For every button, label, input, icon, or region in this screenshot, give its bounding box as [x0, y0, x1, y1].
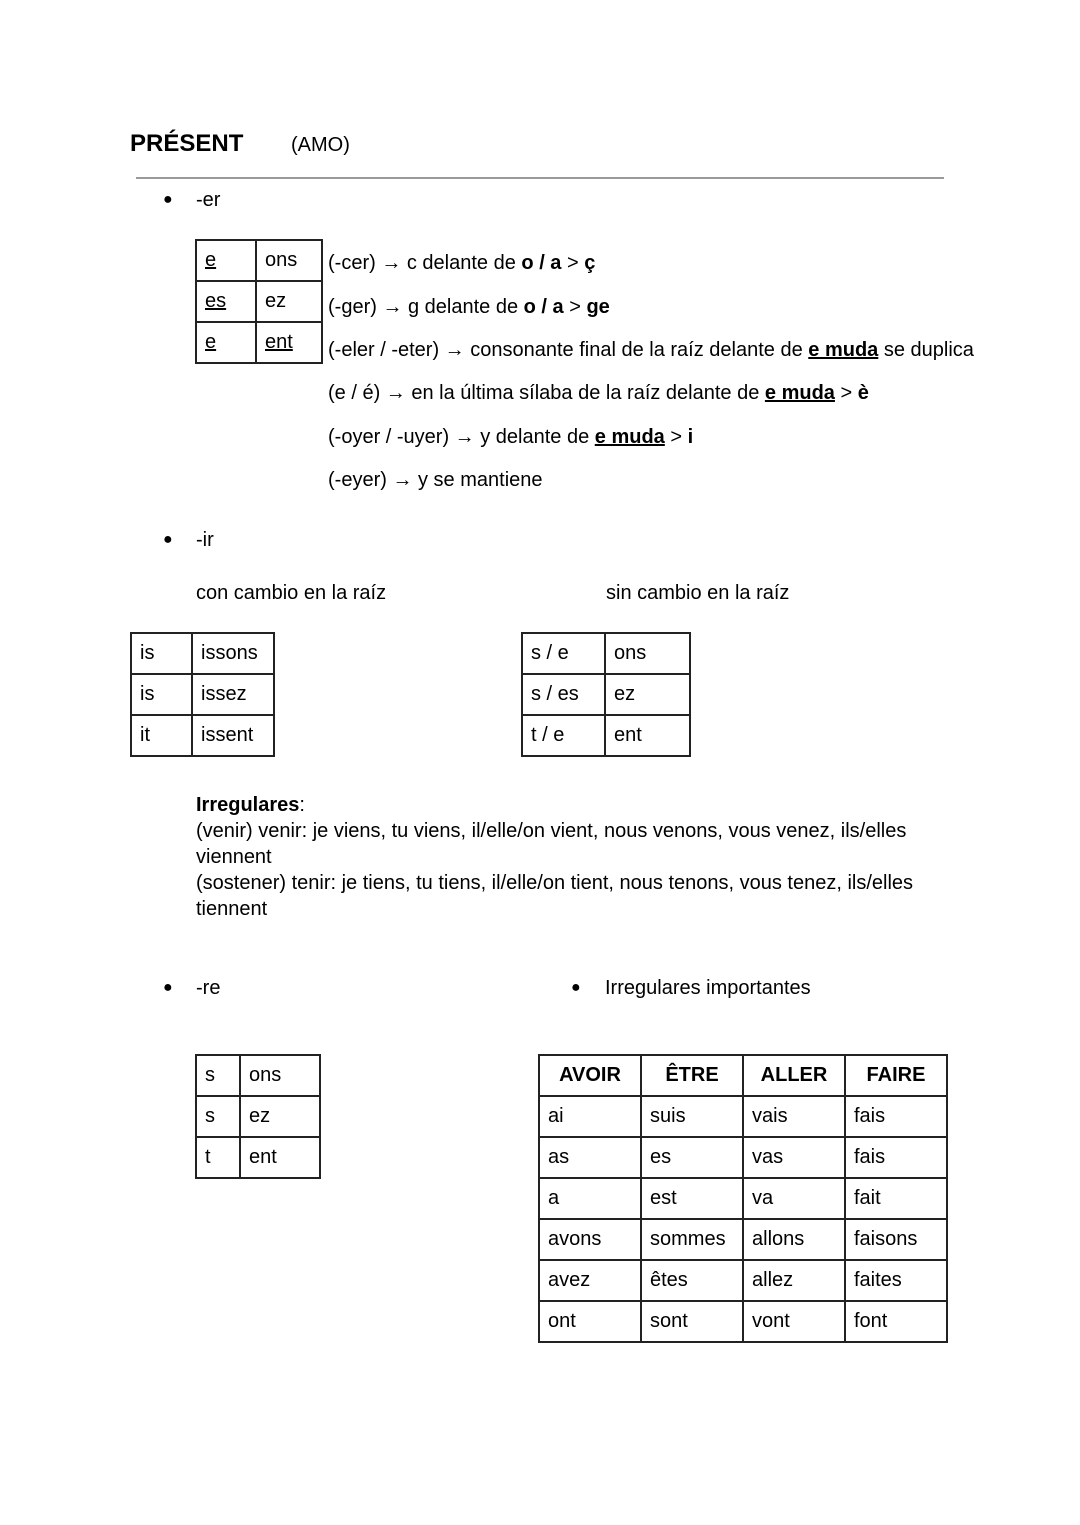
table-cell: s	[196, 1055, 240, 1096]
table-row	[539, 1178, 947, 1219]
table-row	[539, 1219, 947, 1260]
table-cell: sommes	[641, 1219, 743, 1260]
ir-irregulars-block	[196, 792, 936, 922]
table-cell: allez	[743, 1260, 845, 1301]
table-cell: fais	[845, 1096, 947, 1137]
table-row	[131, 715, 274, 756]
column-header: ÊTRE	[641, 1055, 743, 1096]
table-cell: ont	[539, 1301, 641, 1342]
table-row	[196, 281, 322, 322]
with-change-label: con cambio en la raíz	[196, 582, 387, 604]
table-cell: ons	[256, 240, 322, 281]
rule-line: (-ger) → g delante de o / a > ge	[328, 296, 610, 318]
page-title: PRÉSENT	[130, 130, 244, 157]
table-row	[131, 674, 274, 715]
table-cell: s / es	[522, 674, 605, 715]
rule-line: (-eler / -eter) → consonante final de la raíz delante de e muda se duplica	[328, 339, 974, 361]
table-row	[539, 1260, 947, 1301]
irregular-line: (venir) venir: je viens, tu viens, il/elle/on vient, nous venons, vous venez, ils/elles viennent	[196, 820, 907, 868]
ir-without-change-table	[521, 632, 691, 757]
column-header: FAIRE	[845, 1055, 947, 1096]
table-cell: ent	[256, 322, 322, 363]
bullet-icon: ●	[163, 531, 173, 548]
table-row	[196, 1055, 320, 1096]
table-cell: e	[196, 322, 256, 363]
table-row	[196, 322, 322, 363]
section-label-ir: -ir	[196, 529, 214, 551]
er-endings-table	[195, 239, 323, 364]
bullet-icon: ●	[571, 979, 581, 996]
section-label-re: -re	[196, 977, 221, 999]
table-row	[196, 1096, 320, 1137]
table-cell: es	[196, 281, 256, 322]
table-cell: e	[196, 240, 256, 281]
table-cell: avons	[539, 1219, 641, 1260]
table-cell: as	[539, 1137, 641, 1178]
irregular-line: (sostener) tenir: je tiens, tu tiens, il/elle/on tient, nous tenons, vous tenez, ils/elles tiennent	[196, 872, 914, 920]
table-cell: ai	[539, 1096, 641, 1137]
table-cell: êtes	[641, 1260, 743, 1301]
table-cell: s / e	[522, 633, 605, 674]
table-cell: is	[131, 633, 192, 674]
table-cell: ons	[240, 1055, 320, 1096]
table-row	[539, 1137, 947, 1178]
table-cell: ez	[605, 674, 690, 715]
table-cell: fait	[845, 1178, 947, 1219]
ir-with-change-table	[130, 632, 275, 757]
table-row	[196, 240, 322, 281]
rule-line: (-cer) → c delante de o / a > ç	[328, 252, 596, 274]
table-cell: it	[131, 715, 192, 756]
table-row	[522, 633, 690, 674]
irregulars-heading: Irregulares:	[196, 794, 305, 816]
table-cell: ez	[256, 281, 322, 322]
table-cell: ent	[605, 715, 690, 756]
section-label-er: -er	[196, 189, 221, 211]
table-cell: issons	[192, 633, 274, 674]
table-cell: faites	[845, 1260, 947, 1301]
table-cell: allons	[743, 1219, 845, 1260]
table-header-row	[539, 1055, 947, 1096]
table-cell: vont	[743, 1301, 845, 1342]
table-cell: a	[539, 1178, 641, 1219]
table-row	[196, 1137, 320, 1178]
irregular-verbs-table	[538, 1054, 948, 1343]
table-cell: es	[641, 1137, 743, 1178]
table-cell: t	[196, 1137, 240, 1178]
horizontal-divider	[136, 177, 944, 179]
rule-line: (e / é) → en la última sílaba de la raíz delante de e muda > è	[328, 382, 869, 404]
rule-line: (-oyer / -uyer) → y delante de e muda > i	[328, 426, 694, 448]
bullet-icon: ●	[163, 979, 173, 996]
table-cell: ons	[605, 633, 690, 674]
table-cell: avez	[539, 1260, 641, 1301]
table-cell: ent	[240, 1137, 320, 1178]
rule-line: (-eyer) → y se mantiene	[328, 469, 543, 491]
table-cell: vais	[743, 1096, 845, 1137]
table-cell: is	[131, 674, 192, 715]
without-change-label: sin cambio en la raíz	[606, 582, 790, 604]
table-cell: font	[845, 1301, 947, 1342]
table-cell: issez	[192, 674, 274, 715]
table-row	[131, 633, 274, 674]
re-endings-table	[195, 1054, 321, 1179]
table-cell: est	[641, 1178, 743, 1219]
table-row	[539, 1301, 947, 1342]
table-cell: va	[743, 1178, 845, 1219]
table-cell: suis	[641, 1096, 743, 1137]
table-cell: fais	[845, 1137, 947, 1178]
column-header: ALLER	[743, 1055, 845, 1096]
table-row	[522, 715, 690, 756]
table-cell: vas	[743, 1137, 845, 1178]
table-row	[522, 674, 690, 715]
irregular-important-label: Irregulares importantes	[605, 977, 811, 999]
column-header: AVOIR	[539, 1055, 641, 1096]
table-cell: t / e	[522, 715, 605, 756]
table-row	[539, 1096, 947, 1137]
table-cell: ez	[240, 1096, 320, 1137]
table-cell: faisons	[845, 1219, 947, 1260]
table-cell: sont	[641, 1301, 743, 1342]
page-subtitle: (AMO)	[291, 134, 350, 156]
table-cell: s	[196, 1096, 240, 1137]
table-cell: issent	[192, 715, 274, 756]
bullet-icon: ●	[163, 191, 173, 208]
